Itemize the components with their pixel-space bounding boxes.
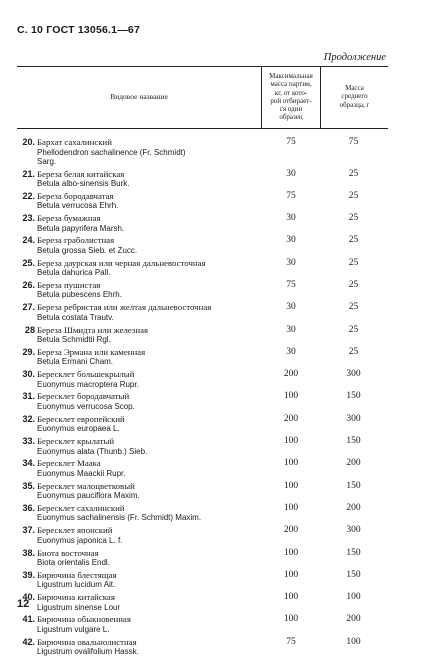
species-name-latin: Ligustrum lucidum Ait.	[37, 580, 116, 590]
species-name-latin: Euonymus sachalinensis (Fr. Schmidt) Maxim.	[37, 513, 202, 523]
table-row	[17, 437, 388, 459]
mean-mass-value: 25	[348, 346, 359, 357]
max-mass-value: 200	[283, 413, 299, 424]
mean-mass-value: 150	[346, 436, 361, 447]
species-name-russian: Бересклет Маака	[37, 458, 101, 469]
max-mass-value: 100	[283, 569, 299, 580]
table-row	[17, 482, 388, 504]
page-number: 12	[17, 598, 30, 610]
mean-mass-header-line: образца, г	[339, 100, 370, 109]
running-header: С. 10 ГОСТ 13056.1—67	[17, 24, 140, 36]
max-mass-value: 75	[286, 279, 296, 290]
species-name-latin: Sarg.	[37, 157, 57, 166]
continuation-label: Продолжение	[323, 52, 386, 63]
mean-mass-value: 150	[346, 569, 361, 580]
species-name	[37, 259, 262, 278]
mean-mass-header-line: Масса	[345, 84, 364, 92]
mean-mass-value: 300	[346, 369, 361, 380]
species-name-latin: Betula albo-sinensis Burk.	[37, 179, 130, 188]
species-name-latin: Euonymus macroptera Rupr.	[37, 379, 139, 389]
species-name-latin: Euonymus europaea L.	[37, 424, 120, 434]
max-mass-value: 75	[286, 137, 296, 147]
mean-mass-value: 200	[346, 458, 361, 469]
species-name-latin: Betula Ermani Cham.	[37, 357, 114, 367]
table-row	[17, 303, 388, 325]
table-row	[17, 170, 388, 192]
max-mass-value: 30	[286, 213, 296, 224]
species-name-russian: Бирючина овальнолистная	[37, 636, 137, 647]
species-name-latin: Betula papyrifera Marsh.	[37, 223, 125, 233]
mean-mass-value: 25	[348, 302, 359, 313]
mean-mass-value: 25	[348, 190, 359, 201]
species-name-latin: Ligustrum vulgare L.	[37, 624, 110, 634]
table-row	[17, 138, 388, 170]
species-name-russian: Бирючина обыкновенная	[37, 614, 131, 625]
species-name	[37, 615, 262, 634]
species-name	[37, 236, 262, 255]
species-name	[37, 638, 262, 657]
table-row	[17, 214, 388, 236]
species-name	[37, 326, 262, 345]
table-row	[17, 370, 388, 392]
row-number: 21.	[22, 168, 35, 179]
max-mass-value: 30	[286, 324, 296, 335]
mean-mass-column-header	[321, 84, 388, 109]
max-mass-value: 100	[283, 391, 299, 402]
max-mass-value: 30	[286, 302, 296, 313]
species-name-russian: Бархат сахалинский	[37, 137, 112, 147]
species-column-header: Видовое название	[110, 92, 168, 101]
mean-mass-value: 100	[346, 636, 361, 647]
species-name	[37, 281, 262, 300]
mean-mass-value: 300	[346, 413, 361, 424]
row-number: 31.	[22, 391, 35, 402]
species-name-russian: Бересклет большекрылый	[37, 369, 135, 380]
mean-mass-value: 25	[348, 213, 359, 224]
row-number: 41.	[22, 614, 35, 625]
max-mass-value: 75	[286, 190, 296, 201]
max-mass-value: 200	[283, 369, 299, 380]
table-row	[17, 504, 388, 526]
table-row	[17, 259, 388, 281]
mean-mass-value: 75	[348, 137, 359, 147]
row-number: 40.	[22, 592, 35, 603]
species-name	[37, 526, 262, 545]
mean-mass-value: 150	[346, 391, 361, 402]
row-number: 39.	[22, 569, 35, 580]
max-mass-value: 30	[286, 235, 296, 246]
table-top-rule	[17, 66, 388, 67]
species-name-latin: Ligustrum sinense Lour	[37, 602, 121, 612]
table-row	[17, 392, 388, 414]
table-row	[17, 459, 388, 481]
max-mass-value: 100	[283, 480, 299, 491]
species-name-latin: Euonymus pauciflora Maxim.	[37, 491, 140, 501]
table-header-rule	[17, 128, 388, 129]
mean-mass-value: 25	[348, 324, 359, 335]
row-number: 28	[24, 324, 35, 335]
row-number: 24.	[22, 235, 35, 246]
species-name-latin: Euonymus Maackii Rupr.	[37, 468, 126, 478]
max-mass-value: 30	[286, 257, 296, 268]
species-name	[37, 459, 262, 478]
table-row	[17, 571, 388, 593]
species-name-russian: Береза пушистая	[37, 279, 101, 290]
mean-mass-header-line: среднего	[341, 92, 368, 101]
mean-mass-value: 100	[346, 592, 361, 603]
mean-mass-value: 25	[348, 257, 359, 268]
max-mass-value: 100	[283, 458, 299, 469]
species-name	[37, 392, 262, 411]
species-name-russian: Береза бумажная	[37, 213, 101, 224]
mean-mass-value: 200	[346, 614, 361, 625]
max-mass-value: 100	[283, 436, 299, 447]
species-name	[37, 192, 262, 211]
row-number: 27.	[22, 302, 35, 313]
table-row	[17, 638, 388, 660]
table-row	[17, 615, 388, 637]
species-name-latin: Betula dahurica Pall.	[37, 268, 111, 278]
species-name-latin: Betula grossa Sieb. et Zucc.	[37, 245, 138, 255]
species-name-latin: Betula Schmidtii Rgl.	[37, 335, 111, 345]
species-name-russian: Бирючина китайская	[37, 592, 115, 603]
species-name-russian: Береза граболистная	[37, 235, 115, 246]
max-mass-value: 100	[283, 592, 299, 603]
max-mass-value: 100	[283, 614, 299, 625]
row-number: 33.	[22, 436, 35, 447]
max-mass-header-line: рой отбирает-	[270, 96, 312, 105]
species-name-latin: Betula pubescens Ehrh.	[37, 290, 122, 300]
max-mass-column-header	[262, 72, 320, 122]
species-name-latin: Euonymus alata (Thunb.) Sieb.	[37, 446, 148, 456]
max-mass-value: 100	[283, 547, 299, 558]
species-name-russian: Береза Эрмана или каменная	[37, 346, 146, 357]
species-name	[37, 549, 262, 568]
species-name	[37, 482, 262, 501]
species-name-latin: Betula costata Trautv.	[37, 312, 114, 322]
species-name	[37, 170, 262, 189]
mean-mass-value: 150	[346, 480, 361, 491]
species-name-russian: Береза бородавчатая	[37, 190, 114, 201]
species-name-russian: Бересклет японский	[37, 525, 113, 536]
row-number: 20.	[22, 137, 35, 147]
mean-mass-value: 200	[346, 502, 361, 513]
species-name-latin: Ligustrum ovalifolium Hassk.	[37, 647, 139, 657]
row-number: 36.	[22, 502, 35, 513]
species-name	[37, 437, 262, 456]
max-mass-value: 75	[286, 636, 296, 647]
table-body	[17, 138, 388, 660]
max-mass-value: 30	[286, 346, 296, 357]
mean-mass-value: 25	[348, 279, 359, 290]
mean-mass-value: 25	[348, 168, 359, 179]
species-name	[37, 303, 262, 322]
species-name-russian: Береза даурская или черная дальневосточная	[37, 257, 206, 268]
species-name-russian: Бересклет малоцветковый	[37, 480, 135, 491]
max-mass-header-line: масса партии,	[270, 80, 312, 89]
species-name	[37, 415, 262, 434]
mean-mass-value: 300	[346, 525, 361, 536]
max-mass-header-line: Максимальная	[269, 72, 313, 80]
species-name-latin: Biota orientalis Endl.	[37, 558, 110, 568]
species-name-russian: Бересклет крылатый	[37, 436, 115, 447]
row-number: 42.	[22, 636, 35, 647]
max-mass-header-line: образец	[279, 113, 303, 122]
row-number: 25.	[22, 257, 35, 268]
row-number: 26.	[22, 279, 35, 290]
row-number: 30.	[22, 369, 35, 380]
row-number: 38.	[22, 547, 35, 558]
species-name	[37, 504, 262, 523]
max-mass-value: 200	[283, 525, 299, 536]
max-mass-value: 100	[283, 502, 299, 513]
table-row	[17, 326, 388, 348]
species-name-russian: Бирючина блестящая	[37, 569, 117, 580]
species-name	[37, 571, 262, 590]
row-number: 32.	[22, 413, 35, 424]
species-name-latin: Betula verrucosa Ehrh.	[37, 201, 119, 211]
row-number: 37.	[22, 525, 35, 536]
species-name-russian: Береза ребристая или желтая дальневосточная	[37, 302, 212, 313]
table-row	[17, 281, 388, 303]
species-name-latin: Euonymus verrucosa Scop.	[37, 401, 135, 411]
species-name-russian: Береза Шмидта или железная	[37, 324, 149, 335]
max-mass-header-line: ся один	[279, 105, 303, 114]
species-name	[37, 214, 262, 233]
row-number: 34.	[22, 458, 35, 469]
row-number: 23.	[22, 213, 35, 224]
species-name-russian: Бересклет сахалинский	[37, 502, 125, 513]
species-name	[37, 593, 262, 612]
species-name-russian: Береза белая китайская	[37, 168, 125, 179]
row-number: 35.	[22, 480, 35, 491]
species-name	[37, 348, 262, 367]
species-name-latin: Phellodendron sachalinence (Fr. Schmidt)	[37, 147, 186, 157]
species-name	[37, 138, 262, 167]
species-name-latin: Euonymus japonica L. f.	[37, 535, 123, 545]
table-row	[17, 236, 388, 258]
max-mass-header-line: кг, от кото-	[274, 88, 308, 97]
mean-mass-value: 25	[348, 235, 359, 246]
table-row	[17, 549, 388, 571]
table-row	[17, 415, 388, 437]
table-row	[17, 593, 388, 615]
table-row	[17, 526, 388, 548]
table-row	[17, 348, 388, 370]
max-mass-value: 30	[286, 168, 296, 179]
species-name-russian: Биота восточная	[37, 547, 99, 558]
row-number: 22.	[22, 190, 35, 201]
table-row	[17, 192, 388, 214]
row-number: 29.	[22, 346, 35, 357]
species-name-russian: Бересклет бородавчатый	[37, 391, 130, 402]
species-name	[37, 370, 262, 389]
species-name-russian: Бересклет европейский	[37, 413, 125, 424]
mean-mass-value: 150	[346, 547, 361, 558]
